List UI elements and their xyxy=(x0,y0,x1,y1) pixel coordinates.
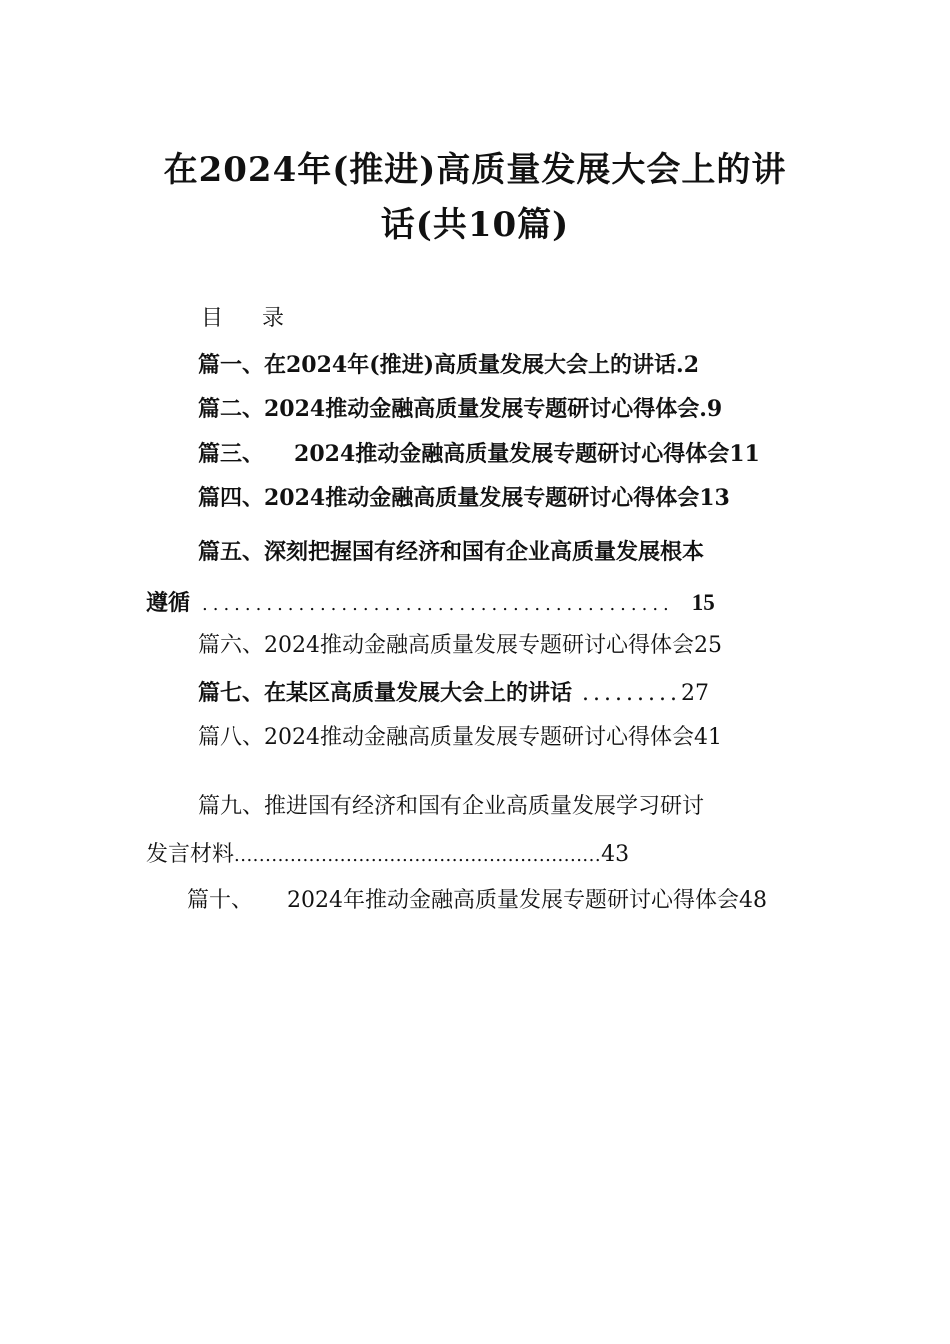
toc-entry-2-text: 篇二、2024推动金融高质量发展专题研讨心得体会.9 xyxy=(198,396,723,422)
toc-entry-9-leader: ........................................................... xyxy=(234,845,602,866)
toc-entry-5-line-1[interactable] xyxy=(198,537,704,567)
document-title-line-2: 话(共10篇) xyxy=(380,205,570,245)
toc-entry-8-text: 篇八、2024推动金融高质量发展专题研讨心得体会41 xyxy=(198,725,722,750)
toc-entry-10-label: 篇十、 xyxy=(187,888,254,913)
document-title-line-1: 在2024年(推进)高质量发展大会上的讲 xyxy=(163,150,787,190)
toc-entry-5-page: 15 xyxy=(691,590,715,615)
toc-entry-9-continuation: 发言材料 xyxy=(146,842,235,867)
toc-entry-10-text: 2024年推动金融高质量发展专题研讨心得体会48 xyxy=(287,888,767,913)
toc-entry-9-line-1[interactable] xyxy=(198,792,704,822)
toc-entry-9-text: 篇九、推进国有经济和国有企业高质量发展学习研讨 xyxy=(198,794,705,819)
toc-entry-6[interactable] xyxy=(198,631,722,661)
toc-entry-5-continuation: 遵循 xyxy=(146,590,191,616)
toc-entry-3[interactable] xyxy=(198,439,760,469)
toc-entry-4-text: 篇四、2024推动金融高质量发展专题研讨心得体会13 xyxy=(198,485,730,511)
toc-heading: 目 录 xyxy=(201,306,300,331)
toc-entry-7[interactable] xyxy=(198,679,709,709)
toc-entry-4[interactable] xyxy=(198,483,730,513)
toc-entry-3-label: 篇三、 xyxy=(198,441,265,467)
toc-entry-10[interactable] xyxy=(187,886,767,916)
toc-entry-3-text: 2024推动金融高质量发展专题研讨心得体会11 xyxy=(294,441,760,467)
toc-entry-7-page: 27 xyxy=(680,681,709,706)
toc-entry-1[interactable] xyxy=(198,350,699,380)
toc-entry-9-page: 43 xyxy=(601,842,630,867)
toc-entry-5-text: 篇五、深刻把握国有经济和国有企业高质量发展根本 xyxy=(198,539,705,565)
toc-entry-7-leader: ......... xyxy=(582,681,681,706)
toc-entry-2[interactable] xyxy=(198,394,722,424)
toc-entry-5-leader: ............................................ xyxy=(202,594,674,615)
toc-entry-1-text: 篇一、在2024年(推进)高质量发展大会上的讲话.2 xyxy=(198,352,700,378)
toc-entry-9-line-2[interactable] xyxy=(146,840,629,871)
toc-entry-8[interactable] xyxy=(198,723,722,753)
toc-entry-5-line-2[interactable] xyxy=(146,588,715,620)
toc-entry-6-text: 篇六、2024推动金融高质量发展专题研讨心得体会25 xyxy=(198,633,722,658)
toc-entry-7-text: 篇七、在某区高质量发展大会上的讲话 xyxy=(198,681,573,706)
